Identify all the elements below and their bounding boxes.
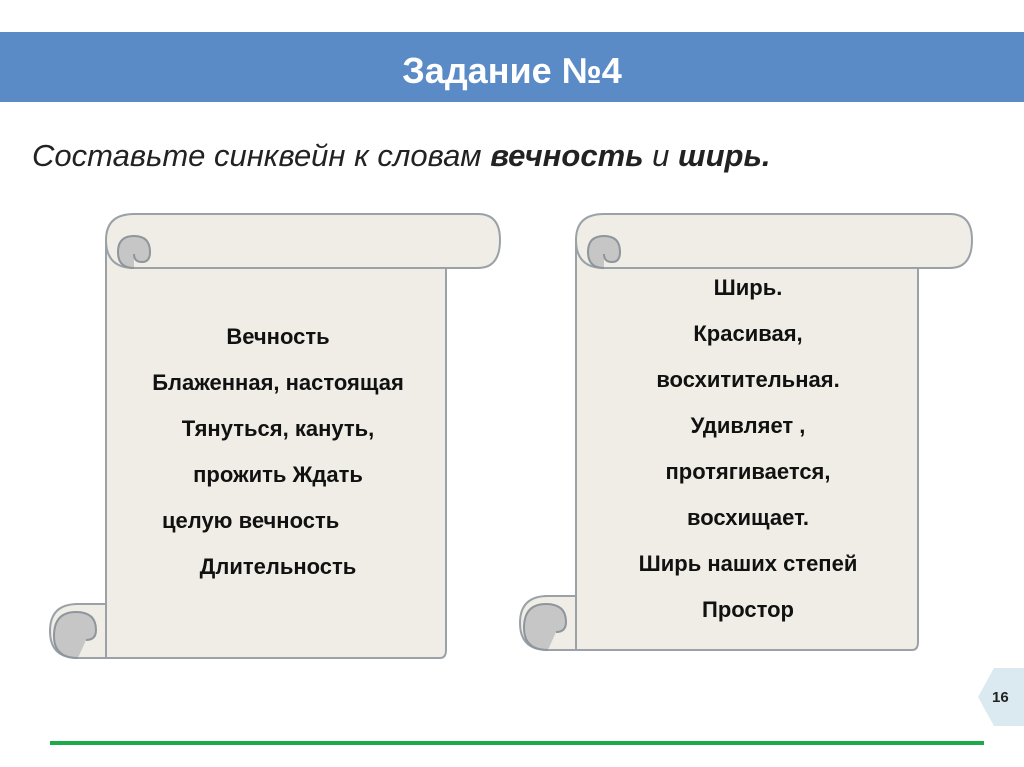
right-line-3: восхитительная. bbox=[656, 367, 840, 392]
scroll-left-text bbox=[110, 324, 446, 600]
instruction-word-eternity: вечность bbox=[490, 138, 644, 173]
footer-divider bbox=[50, 741, 984, 745]
instruction-middle: и bbox=[643, 138, 679, 173]
left-line-4: прожить Ждать bbox=[193, 462, 363, 487]
right-line-1: Ширь. bbox=[713, 275, 783, 300]
instruction-word-expanse: ширь. bbox=[678, 138, 771, 173]
left-line-3: Тянуться, кануть, bbox=[181, 416, 375, 441]
right-line-6: восхищает. bbox=[686, 505, 810, 530]
left-line-5: целую вечность bbox=[162, 508, 340, 533]
right-line-2: Красивая, bbox=[693, 321, 803, 346]
left-line-2: Блаженная, настоящая bbox=[152, 370, 404, 395]
right-line-7: Ширь наших степей bbox=[638, 551, 858, 576]
right-line-4: Удивляет , bbox=[690, 413, 806, 438]
right-line-5: протягивается, bbox=[665, 459, 831, 484]
scroll-right-text bbox=[580, 275, 916, 643]
left-line-1: Вечность bbox=[226, 324, 330, 349]
instruction-prefix: Составьте синквейн к словам bbox=[32, 138, 491, 173]
slide-number: 16 bbox=[992, 689, 1009, 706]
slide-number-badge bbox=[978, 668, 1024, 726]
left-line-6: Длительность bbox=[199, 554, 357, 579]
right-line-8: Простор bbox=[702, 597, 794, 622]
slide-title: Задание №4 bbox=[402, 50, 622, 91]
